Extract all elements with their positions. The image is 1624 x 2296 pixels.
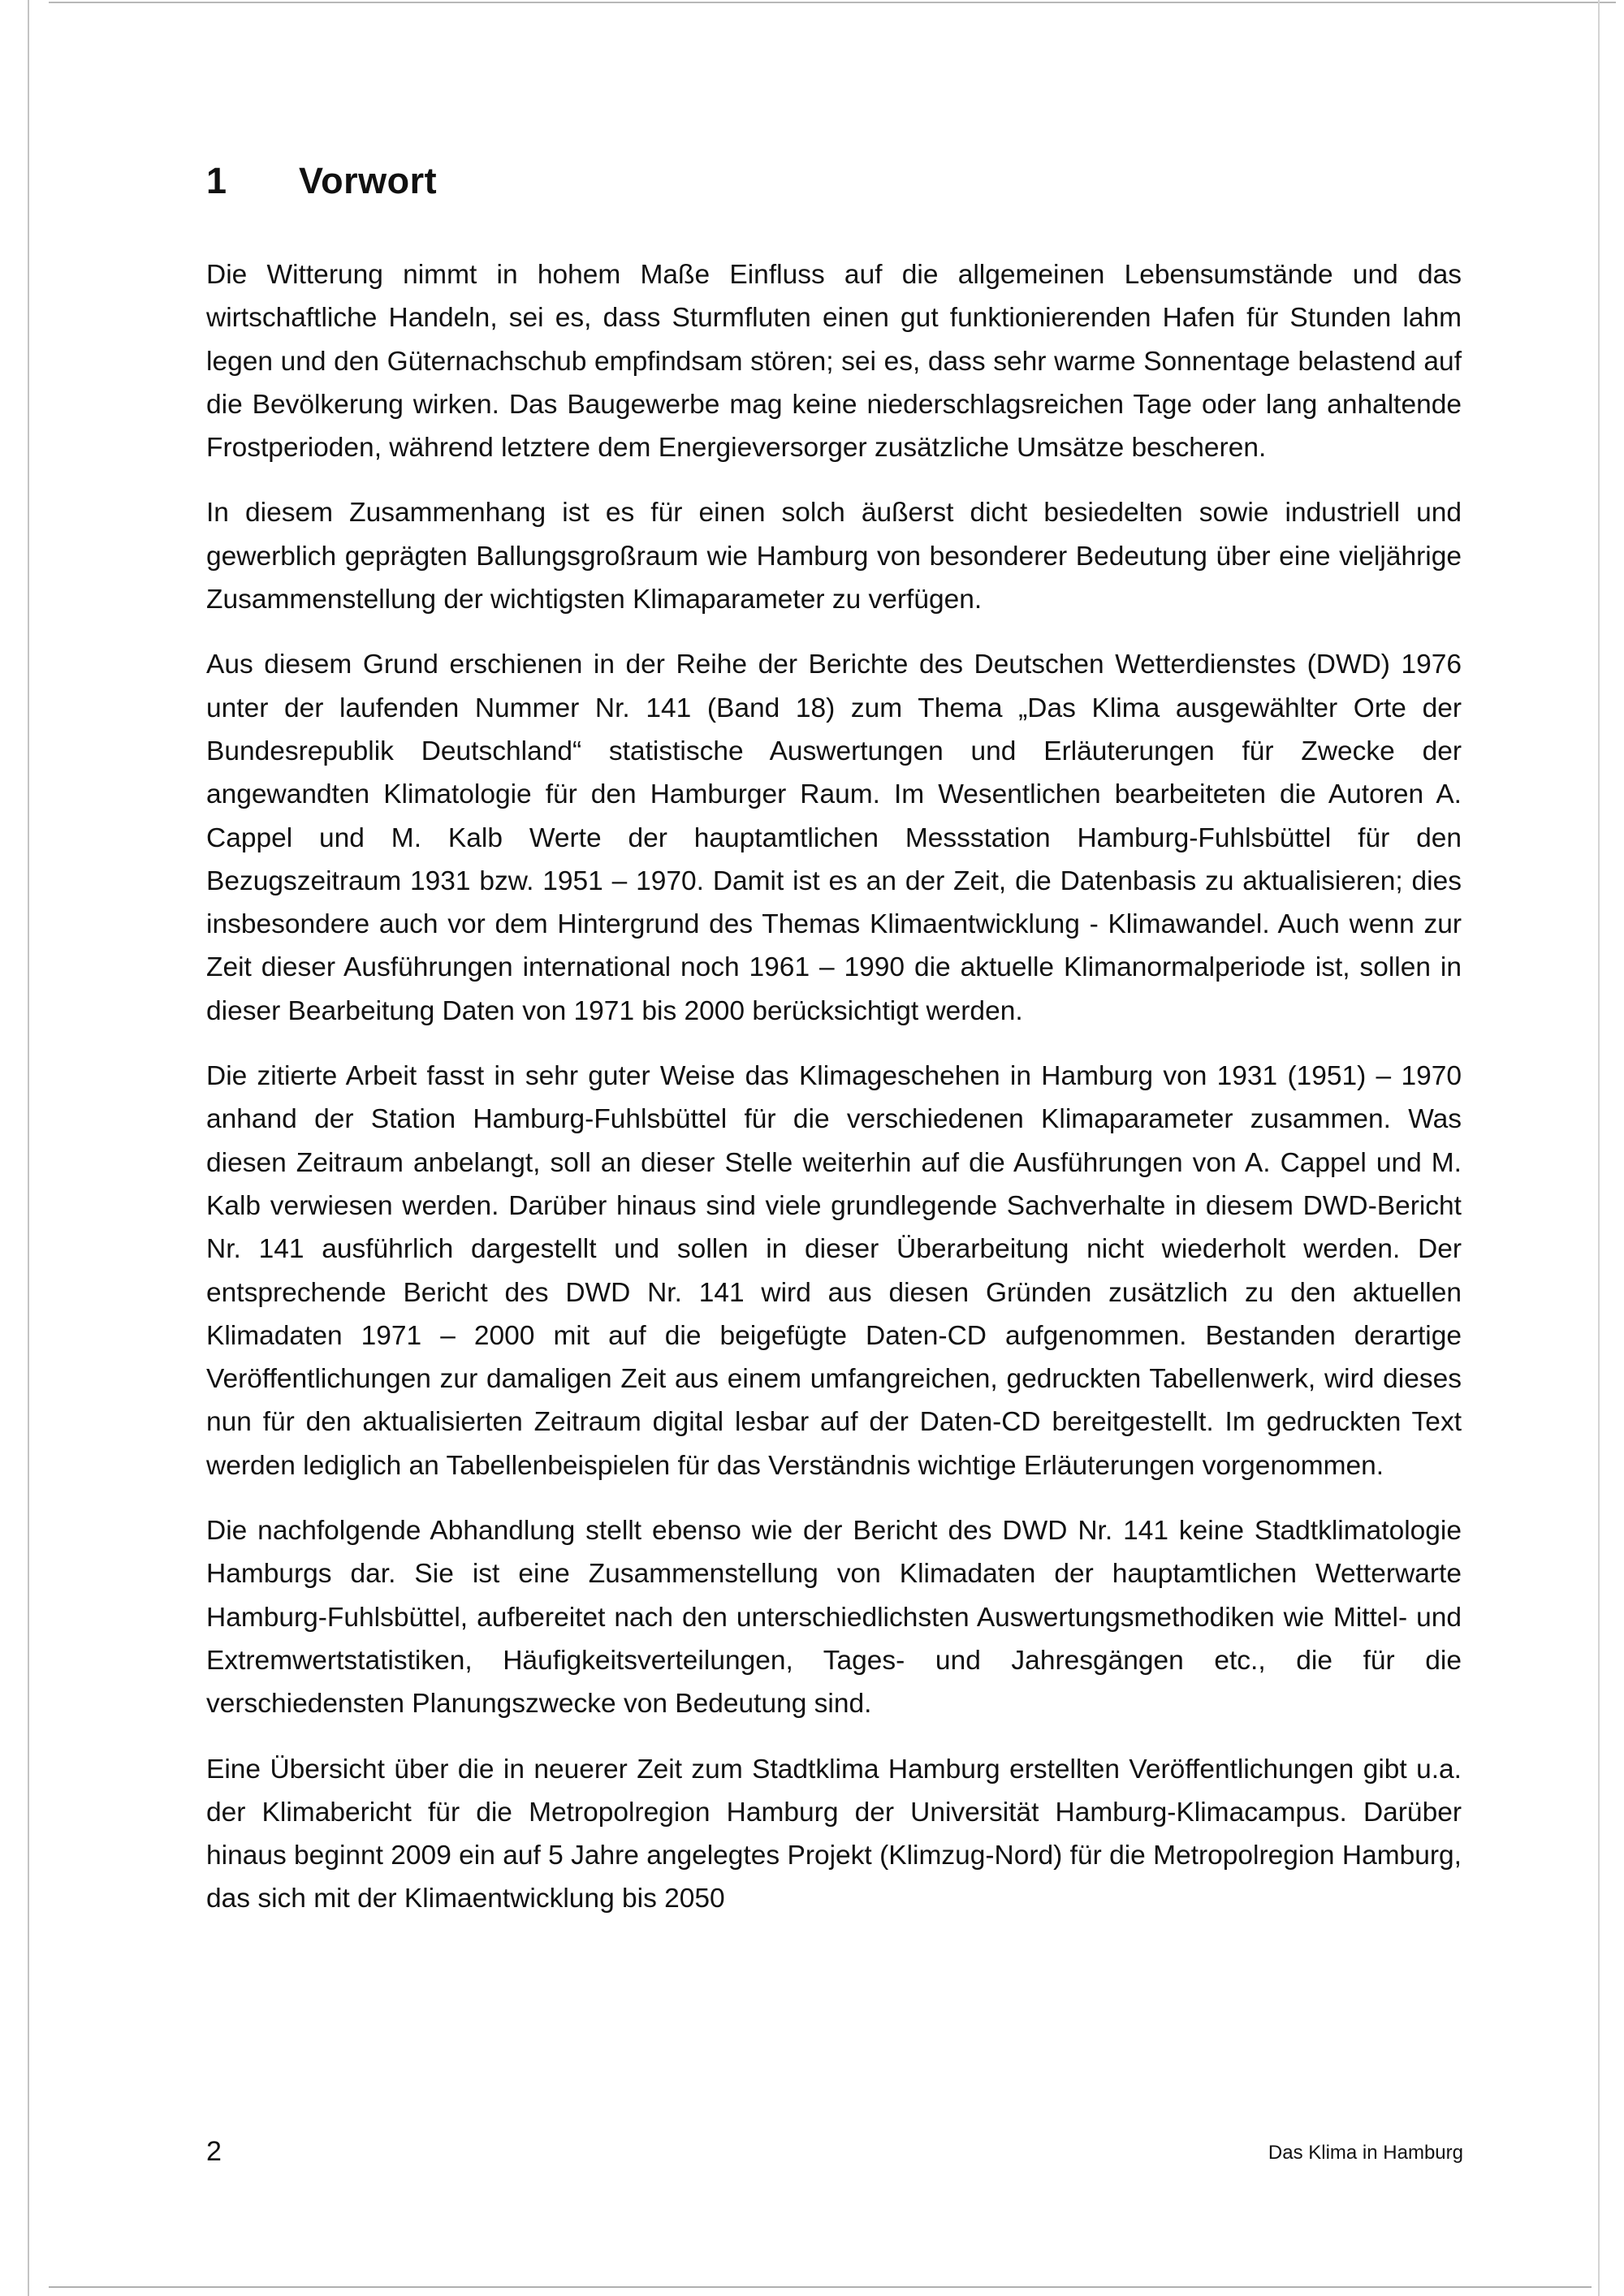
section-number: 1 xyxy=(206,160,227,201)
paragraph: In diesem Zusammenhang ist es für einen solch äußerst dicht besiedelten sowie industriell und gewerblich geprägten Ballungsgroßraum wie Hamburg von besonderer Bedeutung über eine vieljährige Zusammenstellung der wichtigsten Klimaparameter zu verfügen. xyxy=(206,498,1462,615)
scan-edge-top xyxy=(49,2,1616,3)
scan-edge-left xyxy=(28,0,29,2296)
paragraph: Die zitierte Arbeit fasst in sehr guter Weise das Klimageschehen in Hamburg von 1931 (1951) – 1970 anhand der Station Hamburg-Fuhlsbüttel für die verschiedenen Klimaparameter zusammen. Was diesen Zeitraum anbelangt, soll an dieser Stelle weiterhin auf die Ausführungen von A. Cappel und M. Kalb verwiesen werden. Darüber hinaus sind viele grundlegende Sachverhalte in diesem DWD-Bericht Nr. 141 ausführlich dargestellt und sollen in dieser Überarbeitung nicht wiederholt werden. Der entsprechende Bericht des DWD Nr. 141 wird aus diesen Gründen zusätzlich zu den aktuellen Klimadaten 1971 – 2000 mit auf die beigefügte Daten-CD aufgenommen. Bestanden derartige Veröffentlichungen zur damaligen Zeit aus einem umfangreichen, gedruckten Tabellenwerk, wird dieses nun für den aktualisierten Zeitraum digital lesbar auf der Daten-CD bereitgestellt. Im gedruckten Text werden lediglich an Tabellenbeispielen für das Verständnis wichtige Erläuterungen vorgenommen. xyxy=(206,1061,1462,1481)
body-text xyxy=(206,253,1462,1943)
paragraph: Aus diesem Grund erschienen in der Reihe der Berichte des Deutschen Wetterdienstes (DWD) 1976 unter der laufenden Nummer Nr. 141 (Band 18) zum Thema „Das Klima ausgewählter Orte der Bundesrepublik Deutschland“ statistische Auswertungen und Erläuterungen für Zwecke der angewandten Klimatologie für den Hamburger Raum. Im Wesentlichen bearbeiteten die Autoren A. Cappel und M. Kalb Werte der hauptamtlichen Messstation Hamburg-Fuhlsbüttel für den Bezugszeitraum 1931 bzw. 1951 – 1970. Damit ist es an der Zeit, die Datenbasis zu aktualisieren; dies insbesondere auch vor dem Hintergrund des Themas Klimaentwicklung - Klimawandel. Auch wenn zur Zeit dieser Ausführungen international noch 1961 – 1990 die aktuelle Klimanormalperiode ist, sollen in dieser Bearbeitung Daten von 1971 bis 2000 berücksichtigt werden. xyxy=(206,650,1462,1026)
paragraph: Die Witterung nimmt in hohem Maße Einfluss auf die allgemeinen Lebensumstände und das wirtschaftliche Handeln, sei es, dass Sturmfluten einen gut funktionierenden Hafen für Stunden lahm legen und den Güternachschub empfindsam stören; sei es, dass sehr warme Sonnentage belastend auf die Bevölkerung wirken. Das Baugewerbe mag keine niederschlagsreichen Tage oder lang anhaltende Frostperioden, während letztere dem Energieversorger zusätzliche Umsätze bescheren. xyxy=(206,260,1462,464)
scan-edge-bottom xyxy=(49,2286,1592,2288)
footer-page-number: 2 xyxy=(206,2136,222,2167)
paragraph: Eine Übersicht über die in neuerer Zeit zum Stadtklima Hamburg erstellten Veröffentlichungen gibt u.a. der Klimabericht für die Metropolregion Hamburg der Universität Hamburg-Klimacampus. Darüber hinaus beginnt 2009 ein auf 5 Jahre angelegtes Projekt (Klimzug-Nord) für die Metropolregion Hamburg, das sich mit der Klimaentwicklung bis 2050 xyxy=(206,1754,1462,1914)
section-title: Vorwort xyxy=(299,160,438,201)
paragraph: Die nachfolgende Abhandlung stellt ebenso wie der Bericht des DWD Nr. 141 keine Stadtklimatologie Hamburgs dar. Sie ist eine Zusammenstellung von Klimadaten der hauptamtlichen Wetterwarte Hamburg-Fuhlsbüttel, aufbereitet nach den unterschiedlichsten Auswertungsmethodiken wie Mittel- und Extremwertstatistiken, Häufigkeitsverteilungen, Tages- und Jahresgängen etc., die für die verschiedensten Planungszwecke von Bedeutung sind. xyxy=(206,1516,1462,1720)
section-heading xyxy=(206,153,437,209)
scan-edge-right xyxy=(1598,0,1600,2296)
footer-document-title: Das Klima in Hamburg xyxy=(1268,2142,1463,2164)
